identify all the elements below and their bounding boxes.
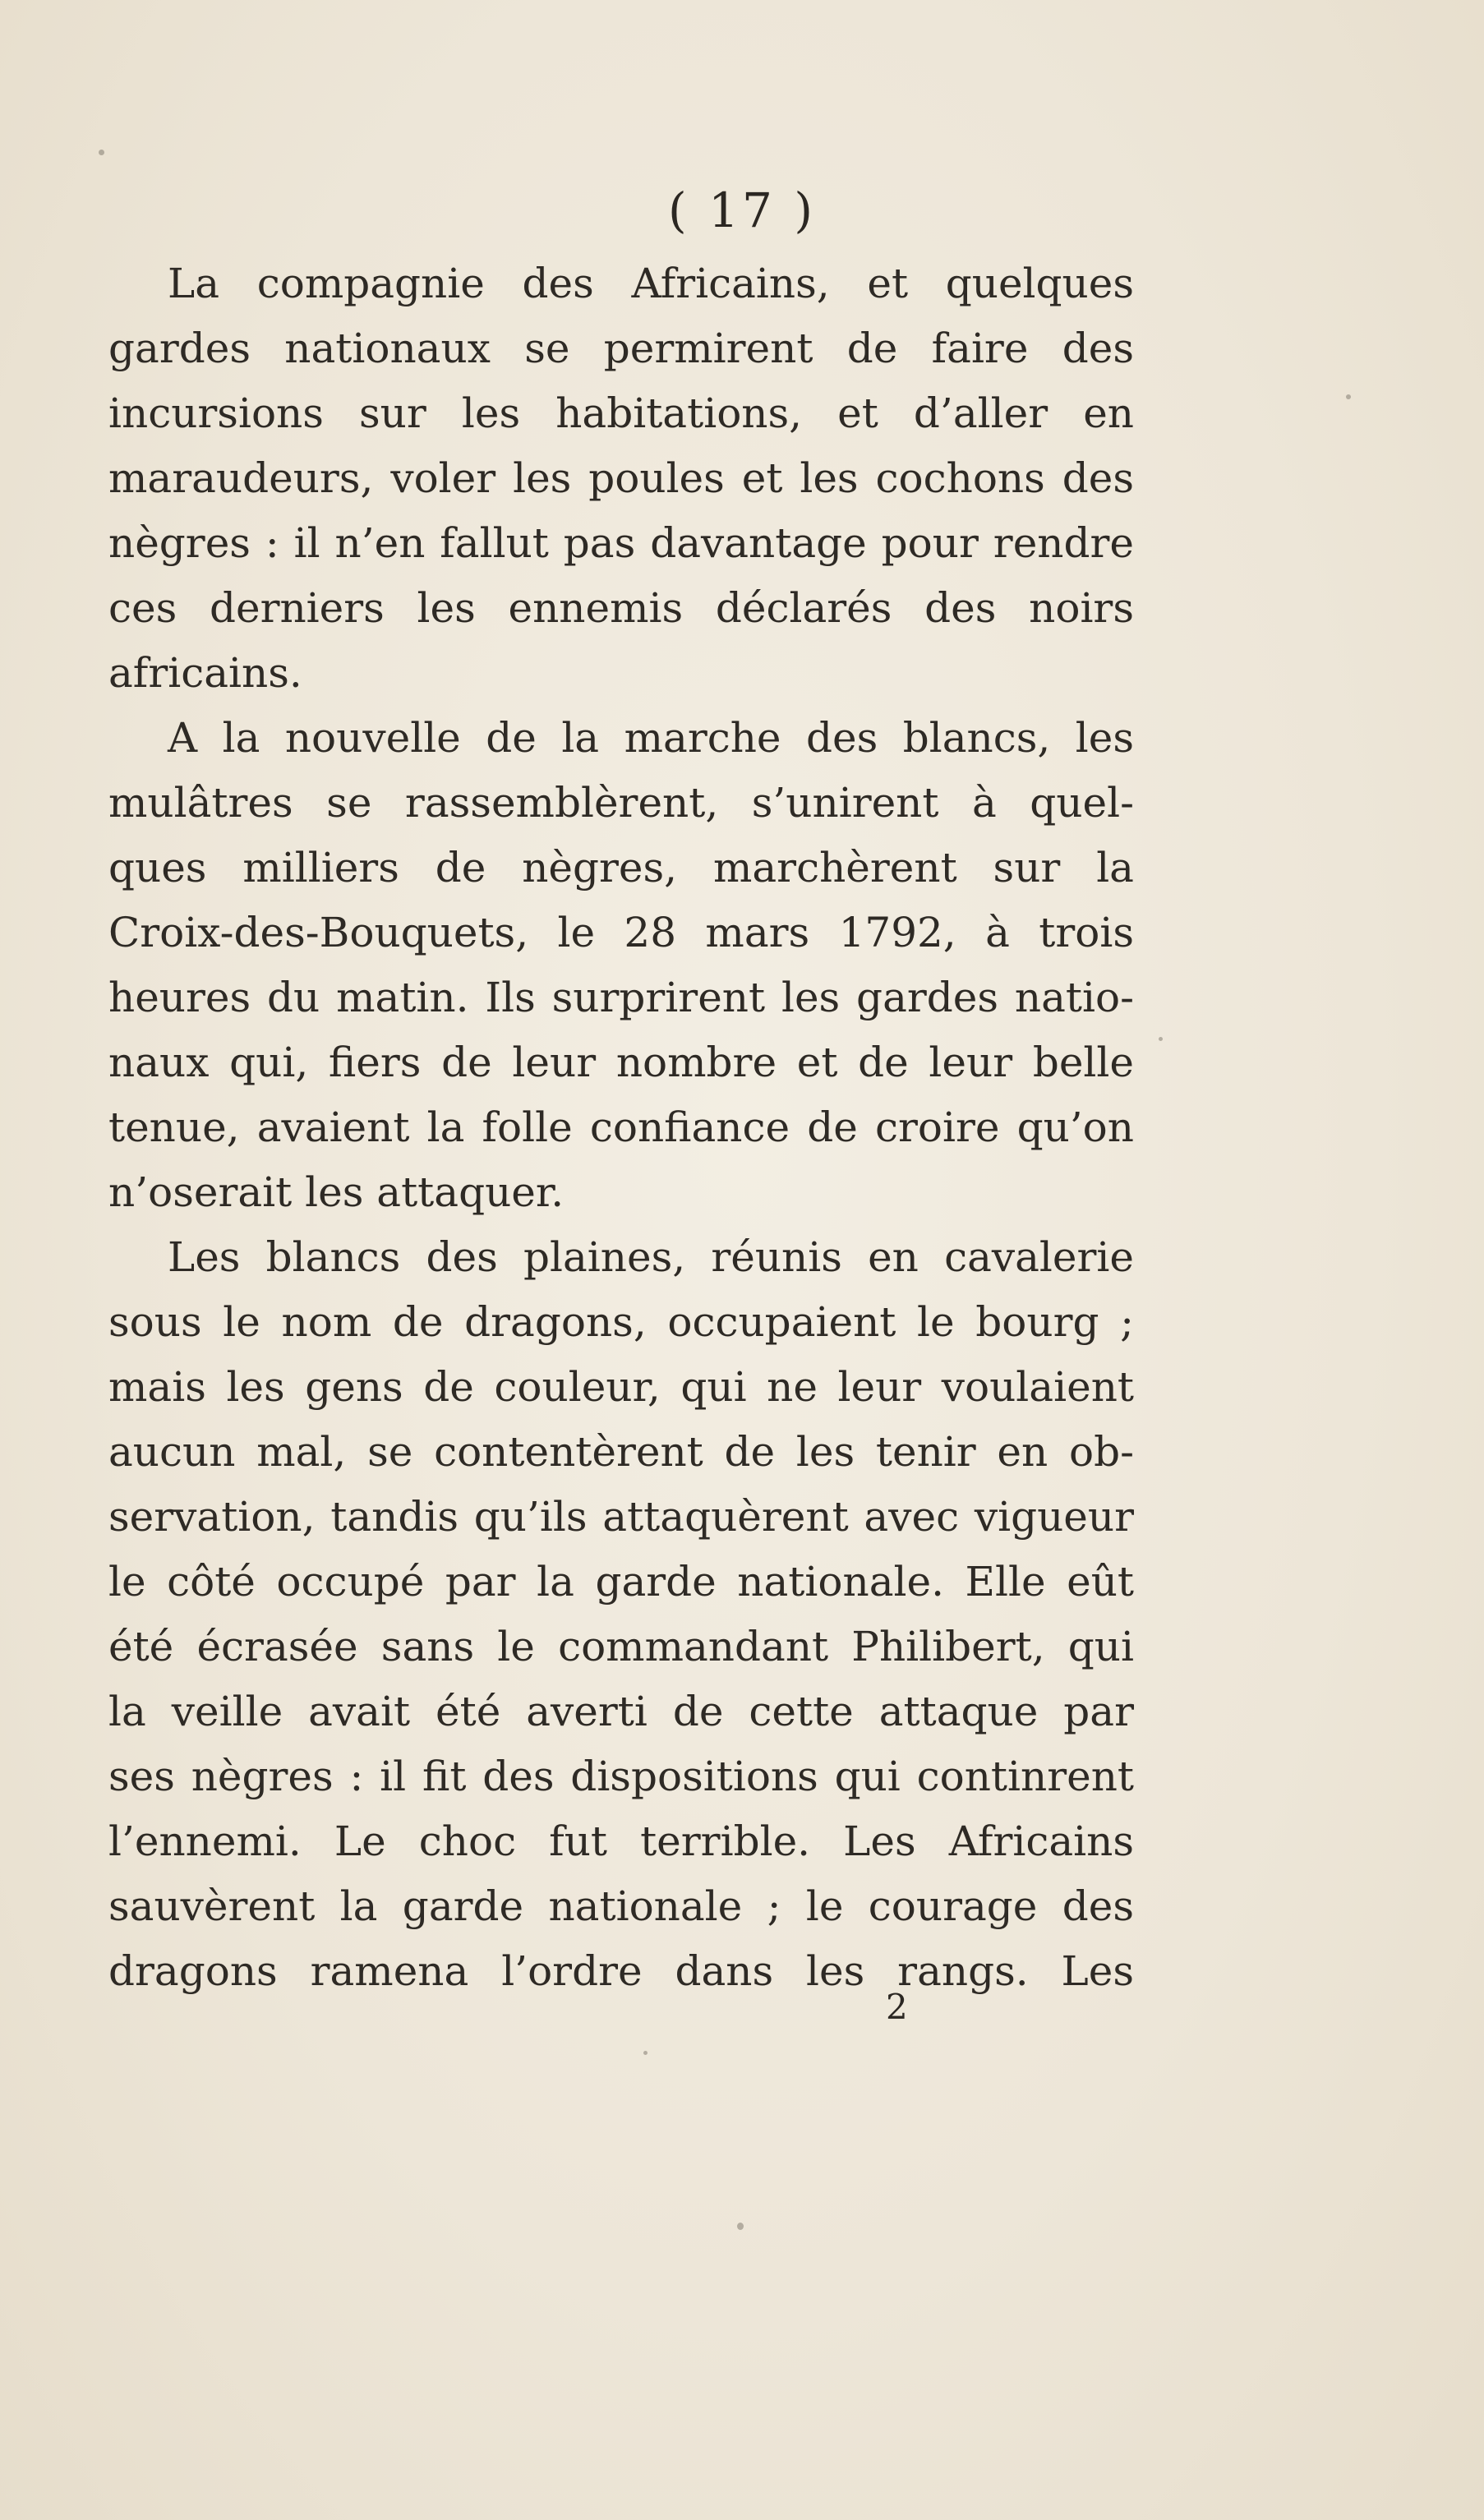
text-line: ses nègres : il fit des dispositions qui continrent — [108, 1753, 1134, 1800]
text-line: la veille avait été averti de cette attaque par — [108, 1688, 1134, 1735]
text-line: heures du matin. Ils surprirent les gardes natio- — [108, 974, 1134, 1021]
text-line: mais les gens de couleur, qui ne leur voulaient — [108, 1363, 1134, 1411]
text-line: gardes nationaux se permirent de faire des — [108, 325, 1134, 372]
text-line: incursions sur les habitations, et d’aller en — [108, 389, 1134, 437]
text-line: n’oserait les attaquer. — [108, 1168, 565, 1216]
paper-speck — [1159, 1037, 1163, 1041]
page-number: ( 17 ) — [668, 182, 816, 238]
text-line: Les blancs des plaines, réunis en cavalerie — [168, 1233, 1134, 1281]
paper-speck — [99, 150, 104, 155]
signature-mark: 2 — [886, 1987, 908, 2027]
paper-speck — [1346, 394, 1351, 399]
paper-speck — [643, 2051, 648, 2055]
text-line: servation, tandis qu’ils attaquèrent avec vigueur — [108, 1493, 1134, 1541]
text-line: sous le nom de dragons, occupaient le bourg ; — [108, 1298, 1134, 1346]
paper-speck — [737, 2223, 744, 2230]
body-text — [108, 251, 1134, 2004]
text-line: tenue, avaient la folle confiance de croire qu’on — [108, 1103, 1134, 1151]
text-line: A la nouvelle de la marche des blancs, les — [168, 714, 1134, 762]
text-line: le côté occupé par la garde nationale. Elle eût — [108, 1558, 1134, 1606]
text-line: ces derniers les ennemis déclarés des noirs — [108, 584, 1134, 632]
text-line: maraudeurs, voler les poules et les cochons des — [108, 454, 1134, 502]
text-line: ques milliers de nègres, marchèrent sur la — [108, 844, 1134, 891]
text-line: La compagnie des Africains, et quelques — [168, 260, 1134, 307]
text-line: Croix-des-Bouquets, le 28 mars 1792, à trois — [108, 909, 1134, 956]
text-line: été écrasée sans le commandant Philibert, qui — [108, 1623, 1134, 1670]
text-line: nègres : il n’en fallut pas davantage pour rendre — [108, 519, 1134, 567]
text-line: l’ennemi. Le choc fut terrible. Les Africains — [108, 1817, 1134, 1865]
text-line: africains. — [108, 649, 302, 697]
text-line: dragons ramena l’ordre dans les rangs. Les — [108, 1947, 1134, 1995]
text-line: sauvèrent la garde nationale ; le courage des — [108, 1882, 1134, 1930]
text-line: aucun mal, se contentèrent de les tenir en ob- — [108, 1428, 1134, 1476]
text-line: mulâtres se rassemblèrent, s’unirent à quel- — [108, 779, 1134, 827]
text-line: naux qui, fiers de leur nombre et de leur belle — [108, 1039, 1134, 1086]
